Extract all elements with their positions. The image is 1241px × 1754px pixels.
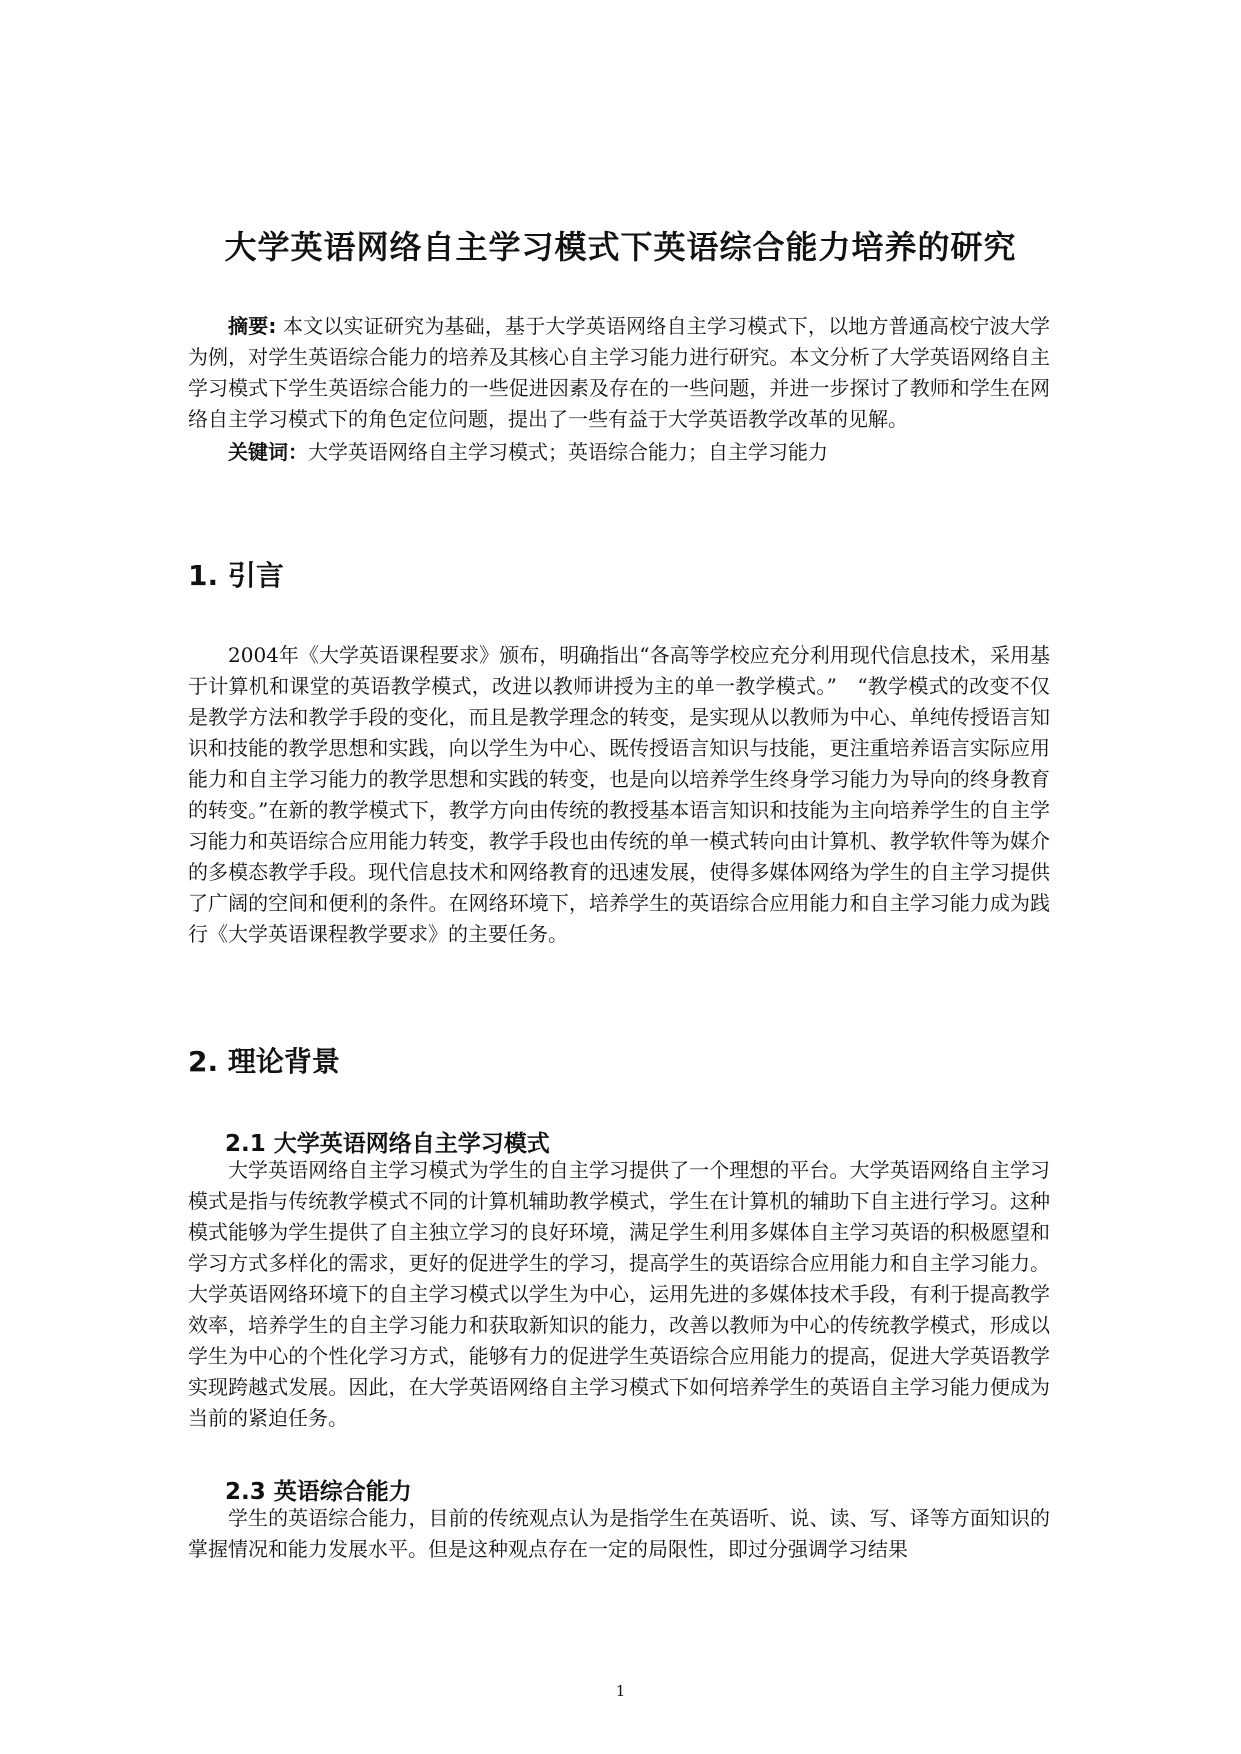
abstract-text: 本文以实证研究为基础，基于大学英语网络自主学习模式下，以地方普通高校宁波大学为例，对学生英语综合能力的培养及其核心自主学习能力进行研究。本文分析了大学英语网络自主学习模式下学生英语综合能力的一些促进因素及存在的一些问题，并进一步探讨了教师和学生在网络自主学习模式下的角色定位问题，提出了一些有益于大学英语教学改革的见解。 — [188, 314, 1051, 431]
section-1-body — [188, 640, 1050, 950]
keywords-label: 关键词： — [228, 440, 308, 464]
subsection-2-3-body — [188, 1503, 1050, 1565]
subsection-2-3-heading: 2.3 英语综合能力 — [225, 1479, 412, 1505]
abstract-paragraph — [188, 311, 1050, 435]
paper-title: 大学英语网络自主学习模式下英语综合能力培养的研究 — [224, 228, 1017, 266]
subsection-2-3-paragraph: 学生的英语综合能力，目前的传统观点认为是指学生在英语听、说、读、写、译等方面知识的掌握情况和能力发展水平。但是这种观点存在一定的局限性，即过分强调学习结果 — [188, 1506, 1050, 1561]
abstract-block — [188, 311, 1050, 468]
keywords-text: 大学英语网络自主学习模式；英语综合能力；自主学习能力 — [308, 440, 828, 464]
section-2-heading: 2. 理论背景 — [188, 1045, 340, 1078]
subsection-2-1-heading: 2.1 大学英语网络自主学习模式 — [225, 1131, 550, 1157]
page-number: 1 — [615, 1682, 626, 1700]
section-1-heading: 1. 引言 — [188, 559, 284, 592]
subsection-2-1-paragraph: 大学英语网络自主学习模式为学生的自主学习提供了一个理想的平台。大学英语网络自主学习模式是指与传统教学模式不同的计算机辅助教学模式，学生在计算机的辅助下自主进行学习。这种模式能够为学生提供了自主独立学习的良好环境，满足学生利用多媒体自主学习英语的积极愿望和学习方式多样化的需求，更好的促进学生的学习，提高学生的英语综合应用能力和自主学习能力。大学英语网络环境下的自主学习模式以学生为中心，运用先进的多媒体技术手段，有利于提高教学效率，培养学生的自主学习能力和获取新知识的能力，改善以教师为中心的传统教学模式，形成以学生为中心的个性化学习方式，能够有力的促进学生英语综合应用能力的提高，促进大学英语教学实现跨越式发展。因此，在大学英语网络自主学习模式下如何培养学生的英语自主学习能力便成为当前的紧迫任务。 — [188, 1158, 1050, 1430]
subsection-2-1-body — [188, 1155, 1050, 1434]
section-1-paragraph: 2004年《大学英语课程要求》颁布，明确指出“各高等学校应充分利用现代信息技术，采用基于计算机和课堂的英语教学模式，改进以教师讲授为主的单一教学模式。” “教学模式的改变不仅是教学方法和教学手段的变化，而且是教学理念的转变，是实现从以教师为中心、单纯传授语言知识和技能的教学思想和实践，向以学生为中心、既传授语言知识与技能，更注重培养语言实际应用能力和自主学习能力的教学思想和实践的转变，也是向以培养学生终身学习能力为导向的终身教育的转变。”在新的教学模式下，教学方向由传统的教授基本语言知识和技能为主向培养学生的自主学习能力和英语综合应用能力转变，教学手段也由传统的单一模式转向由计算机、教学软件等为媒介的多模态教学手段。现代信息技术和网络教育的迅速发展，使得多媒体网络为学生的自主学习提供了广阔的空间和便利的条件。在网络环境下，培养学生的英语综合应用能力和自主学习能力成为践行《大学英语课程教学要求》的主要任务。 — [188, 643, 1050, 946]
abstract-label: 摘要: — [228, 314, 277, 338]
keywords-paragraph — [188, 437, 1050, 468]
